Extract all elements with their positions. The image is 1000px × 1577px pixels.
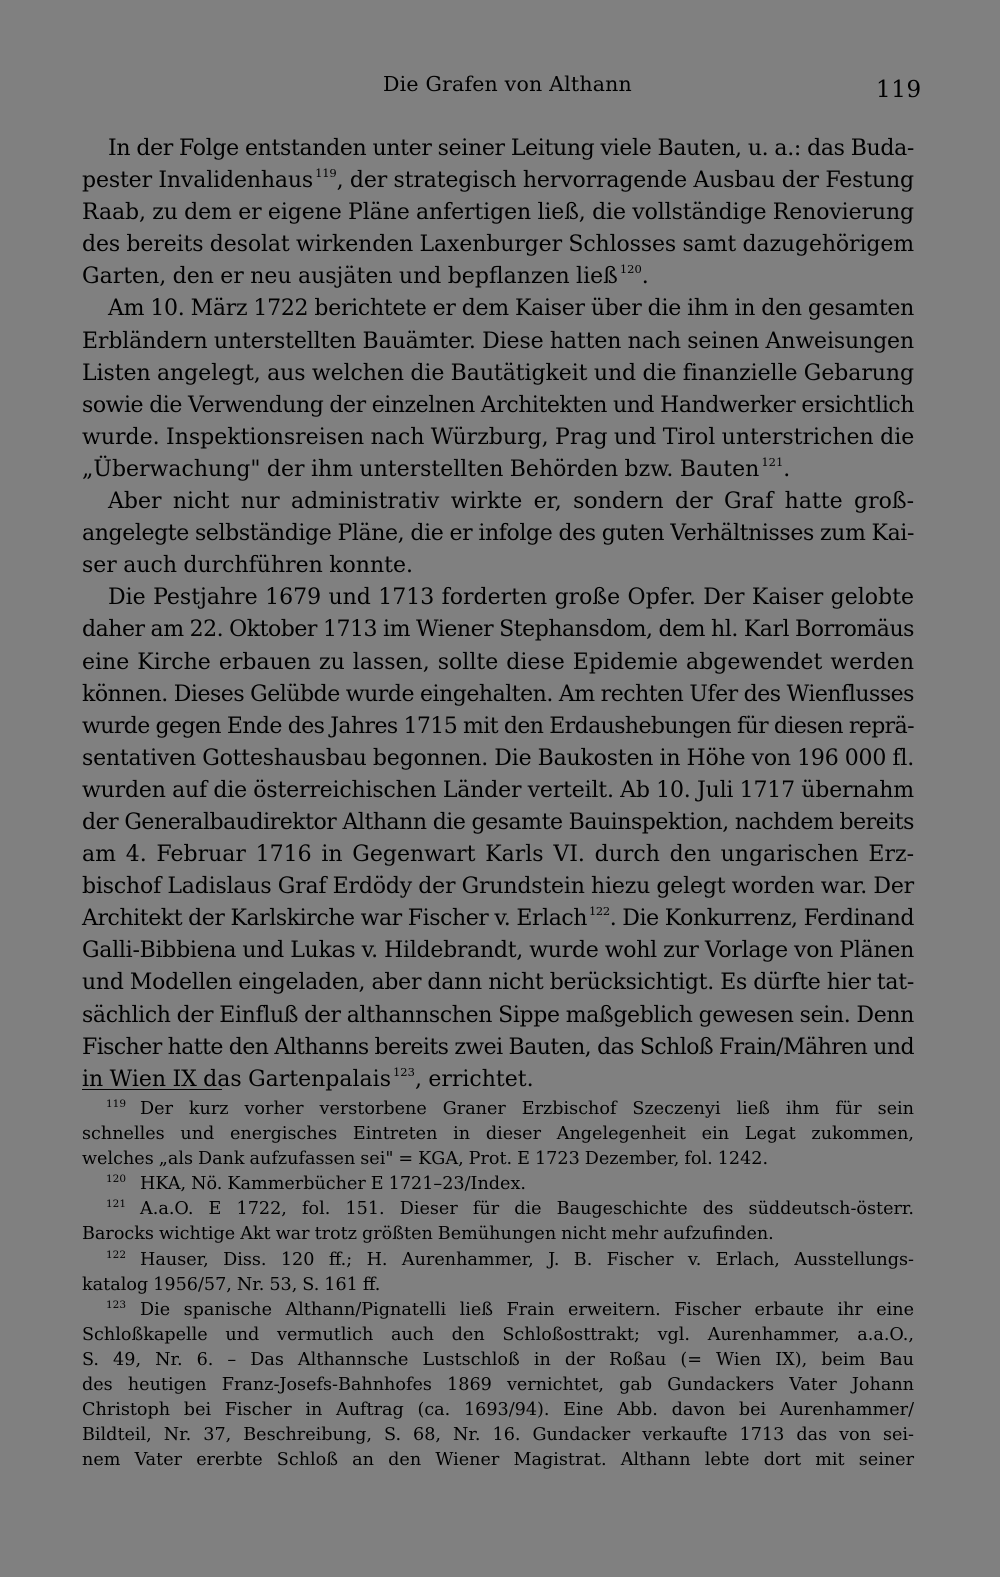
text-run: .: [641, 264, 649, 290]
text-run: daher am 22. Oktober 1713 im Wiener Stephansdom, dem hl. Karl Borromäus: [82, 617, 914, 643]
footnote-line: [82, 1448, 914, 1473]
footnote-text: nem Vater ererbte Schloß an den Wiener Magistrat. Althann lebte dort mit seiner: [82, 1450, 914, 1471]
footnote-text: Christoph bei Fischer in Auftrag (ca. 1693/94). Eine Abb. davon bei Aurenhammer/: [82, 1400, 914, 1421]
text-line: [82, 775, 914, 807]
text-line: [82, 679, 914, 711]
text-line: [82, 582, 914, 614]
footnote-line: [82, 1222, 914, 1247]
footnote-ref: 123: [392, 1064, 415, 1079]
footnote-line: [82, 1273, 914, 1298]
text-run: Listen angelegt, aus welchen die Bautätigkeit und die finanzielle Gebarung: [82, 360, 914, 386]
footnote-line: 121 A.a.O. E 1722, fol. 151. Dieser für die Baugeschichte des süddeutsch-österr.: [106, 1198, 914, 1220]
text-run: , der strategisch hervorragende Ausbau der Festung: [336, 168, 914, 194]
text-line: [82, 871, 914, 903]
text-run: wurde. Inspektionsreisen nach Würzburg, Prag und Tirol unterstrichen die: [82, 424, 915, 450]
text-line: [82, 807, 914, 839]
text-run: eine Kirche erbauen zu lassen, sollte diese Epidemie abgewendet werden: [82, 649, 914, 675]
text-line: [82, 133, 914, 165]
footnote-rule: [82, 1089, 222, 1090]
footnote-ref: 119: [315, 166, 337, 181]
text-run: und Modellen eingeladen, aber dann nicht berücksichtigt. Es dürfte hier tat-: [82, 970, 914, 996]
text-line: [82, 903, 914, 935]
footnote-line: [82, 1398, 914, 1423]
text-run: sowie die Verwendung der einzelnen Architekten und Handwerker ersichtlich: [82, 392, 914, 418]
footnote-line: [82, 1122, 914, 1147]
text-run: des bereits desolat wirkenden Laxenburger Schlosses samt dazugehörigem: [82, 232, 914, 258]
text-run: , errichtet.: [414, 1066, 534, 1092]
text-run: wurden auf die österreichischen Länder verteilt. Ab 10. Juli 1717 übernahm: [82, 777, 914, 803]
footnote-text: katalog 1956/57, Nr. 53, S. 161 ff.: [82, 1274, 381, 1295]
footnote-text: welches „als Dank aufzufassen sei" = KGA, Prot. E 1723 Dezember, fol. 1242.: [82, 1149, 769, 1170]
page-number: 119: [876, 77, 922, 103]
footnote-text: Die spanische Althann/Pignatelli ließ Frain erweitern. Fischer erbaute ihr eine: [140, 1299, 914, 1320]
text-run: Aber nicht nur administrativ wirkte er, sondern der Graf hatte groß-: [108, 489, 914, 515]
text-run: in Wien IX das Gartenpalais: [82, 1066, 391, 1092]
text-line: [82, 454, 914, 486]
text-run: In der Folge entstanden unter seiner Leitung viele Bauten, u. a.: das Buda-: [108, 136, 914, 161]
text-run: Architekt der Karlskirche war Fischer v. Erlach: [82, 906, 588, 932]
text-line: [82, 1000, 914, 1032]
text-run: Die Pestjahre 1679 und 1713 forderten große Opfer. Der Kaiser gelobte: [108, 585, 914, 611]
text-line: [82, 1032, 914, 1064]
footnote-line: [82, 1348, 914, 1373]
text-run: können. Dieses Gelübde wurde eingehalten. Am rechten Ufer des Wienflusses: [82, 681, 914, 707]
footnote-line: 120 HKA, Nö. Kammerbücher E 1721–23/Index.: [106, 1173, 526, 1195]
text-line: [82, 967, 914, 999]
footnote-text: Hauser, Diss. 120 ff.; H. Aurenhammer, J. B. Fischer v. Erlach, Ausstellungs-: [140, 1249, 914, 1270]
text-run: pester Invalidenhaus: [82, 168, 314, 194]
footnotes: [82, 1097, 914, 1473]
text-run: Garten, den er neu ausjäten und bepflanzen ließ: [82, 264, 618, 290]
text-line: [82, 518, 914, 550]
footnote-line: [82, 1147, 914, 1172]
footnote-line: 122 Hauser, Diss. 120 ff.; H. Aurenhammer, J. B. Fischer v. Erlach, Ausstellungs-: [106, 1248, 914, 1270]
text-line: [82, 422, 914, 454]
footnote-ref: 122: [589, 904, 610, 919]
body-text: [82, 133, 914, 1096]
footnote-line: 119 Der kurz vorher verstorbene Graner Erzbischof Szeczenyi ließ ihm für sein: [106, 1098, 914, 1119]
text-run: ser auch durchführen konnte.: [82, 553, 413, 579]
footnote-text: S. 49, Nr. 6. – Das Althannsche Lustschloß in der Roßau (= Wien IX), beim Bau: [82, 1349, 914, 1370]
footnote-text: Der kurz vorher verstorbene Graner Erzbischof Szeczenyi ließ ihm für sein: [140, 1099, 914, 1119]
text-line: [82, 229, 914, 261]
footnote-text: Barocks wichtige Akt war trotz größten Bemühungen nicht mehr aufzufinden.: [82, 1224, 774, 1245]
text-run: sächlich der Einfluß der althannschen Sippe maßgeblich gewesen sein. Denn: [82, 1002, 914, 1028]
footnote-line: [82, 1323, 914, 1348]
text-run: angelegte selbständige Pläne, die er infolge des guten Verhältnisses zum Kai-: [82, 521, 914, 547]
text-line: [82, 935, 914, 967]
running-title: Die Grafen von Althann: [383, 72, 632, 96]
footnote-line: [82, 1373, 914, 1398]
text-run: Am 10. März 1722 berichtete er dem Kaiser über die ihm in den gesamten: [108, 296, 914, 322]
text-line: [82, 1064, 914, 1096]
text-line: [82, 647, 914, 679]
text-line: [82, 261, 914, 293]
footnote-ref: 121: [761, 454, 784, 469]
text-line: [82, 326, 914, 358]
text-run: sentativen Gotteshausbau begonnen. Die Baukosten in Höhe von 196 000 fl.: [82, 745, 914, 771]
text-run: bischof Ladislaus Graf Erdödy der Grundstein hiezu gelegt worden war. Der: [82, 874, 914, 900]
footnote-line: 123 Die spanische Althann/Pignatelli ließ Frain erweitern. Fischer erbaute ihr eine: [106, 1298, 914, 1320]
text-line: [82, 293, 914, 325]
footnote-text: HKA, Nö. Kammerbücher E 1721–23/Index.: [140, 1174, 526, 1195]
footnote-text: Schloßkapelle und vermutlich auch den Schloßosttrakt; vgl. Aurenhammer, a.a.O.,: [82, 1324, 914, 1345]
text-line: [82, 743, 914, 775]
text-line: [82, 197, 914, 229]
text-run: .: [783, 456, 791, 482]
footnote-text: schnelles und energisches Eintreten in dieser Angelegenheit ein Legat zukommen,: [82, 1124, 914, 1145]
footnote-ref: 120: [619, 262, 642, 277]
text-run: „Überwachung" der ihm unterstellten Behörden bzw. Bauten: [82, 456, 760, 482]
footnote-text: des heutigen Franz-Josefs-Bahnhofes 1869 vernichtet, gab Gundackers Vater Johann: [82, 1375, 914, 1396]
text-line: [82, 839, 914, 871]
text-line: [82, 486, 914, 518]
text-run: am 4. Februar 1716 in Gegenwart Karls VI. durch den ungarischen Erz-: [82, 842, 914, 868]
text-run: Fischer hatte den Althanns bereits zwei Bauten, das Schloß Frain/Mähren und: [82, 1034, 914, 1060]
text-run: wurde gegen Ende des Jahres 1715 mit den Erdaushebungen für diesen reprä-: [82, 713, 914, 739]
text-line: [82, 165, 914, 197]
text-line: [82, 358, 914, 390]
text-run: der Generalbaudirektor Althann die gesamte Bauinspektion, nachdem bereits: [82, 809, 914, 835]
text-line: [82, 614, 914, 646]
text-line: [82, 390, 914, 422]
text-run: Galli-Bibbiena und Lukas v. Hildebrandt, wurde wohl zur Vorlage von Plänen: [82, 938, 914, 964]
text-run: Raab, zu dem er eigene Pläne anfertigen ließ, die vollständige Renovierung: [82, 200, 914, 226]
footnote-text: Bildteil, Nr. 37, Beschreibung, S. 68, Nr. 16. Gundacker verkaufte 1713 das von sei-: [82, 1425, 914, 1446]
text-run: Erbländern unterstellten Bauämter. Diese hatten nach seinen Anweisungen: [82, 328, 914, 354]
footnote-line: [82, 1423, 914, 1448]
text-line: [82, 711, 914, 743]
text-line: [82, 550, 914, 582]
text-run: . Die Konkurrenz, Ferdinand: [609, 906, 914, 932]
footnote-text: A.a.O. E 1722, fol. 151. Dieser für die Baugeschichte des süddeutsch-österr.: [140, 1199, 914, 1220]
